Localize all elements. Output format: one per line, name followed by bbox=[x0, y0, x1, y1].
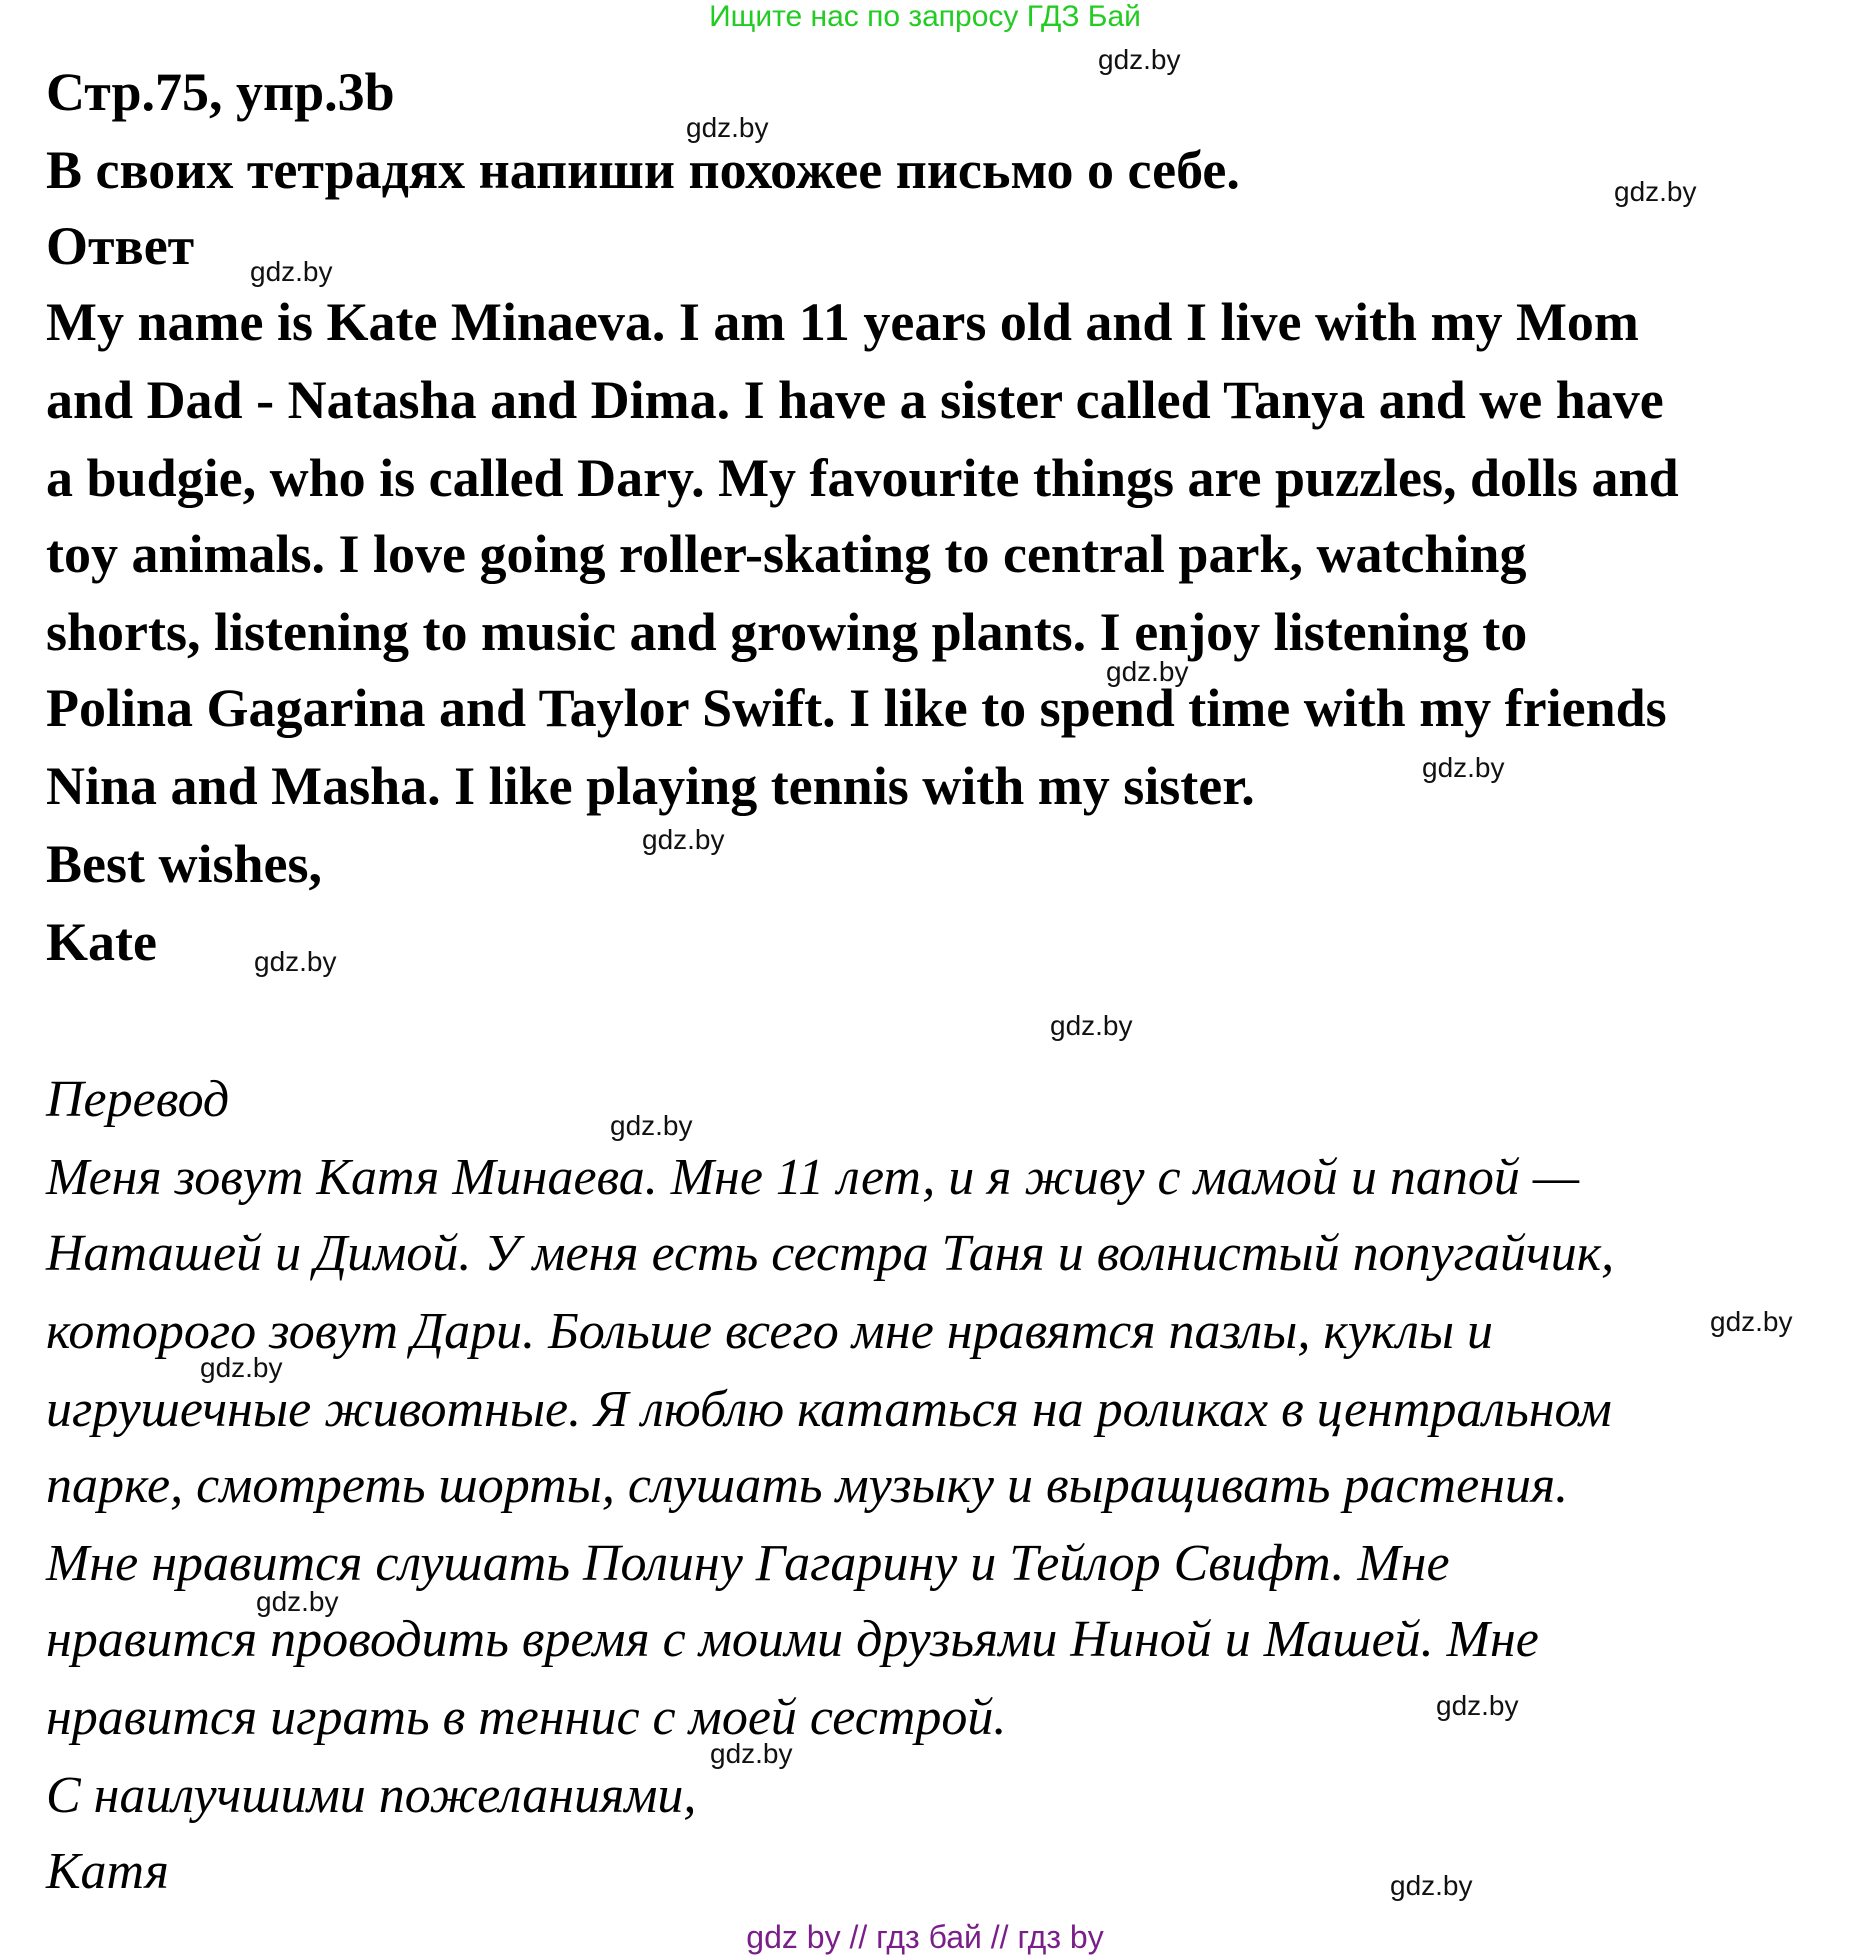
answer-label: Ответ bbox=[46, 216, 195, 276]
translation-signature: Катя bbox=[46, 1843, 169, 1900]
translation-line: нравится играть в теннис с моей сестрой. bbox=[46, 1689, 1007, 1746]
search-hint-banner: Ищите нас по запросу ГДЗ Бай bbox=[709, 0, 1141, 33]
page-heading: Стр.75, упр.3b bbox=[46, 62, 395, 122]
watermark: gdz.by bbox=[686, 112, 769, 143]
answer-line: a budgie, who is called Dary. My favourite things are puzzles, dolls and bbox=[46, 448, 1679, 508]
watermark: gdz.by bbox=[256, 1586, 339, 1617]
translation-line: нравится проводить время с моими друзьями Ниной и Машей. Мне bbox=[46, 1611, 1539, 1668]
translation-label: Перевод bbox=[46, 1071, 230, 1128]
answer-closing: Best wishes, bbox=[46, 834, 323, 894]
watermark: gdz.by bbox=[1436, 1690, 1519, 1721]
watermark: gdz.by bbox=[610, 1110, 693, 1141]
watermark: gdz.by bbox=[1106, 656, 1189, 687]
translation-line: которого зовут Дари. Больше всего мне нравятся пазлы, куклы и bbox=[46, 1303, 1494, 1360]
watermark: gdz.by bbox=[1422, 752, 1505, 783]
watermark: gdz.by bbox=[1390, 1870, 1473, 1901]
translation-line: парке, смотреть шорты, слушать музыку и выращивать растения. bbox=[46, 1457, 1569, 1514]
answer-line: Polina Gagarina and Taylor Swift. I like to spend time with my friends bbox=[46, 678, 1667, 738]
watermark: gdz.by bbox=[1098, 44, 1181, 75]
watermark: gdz.by bbox=[1050, 1010, 1133, 1041]
translation-line: Мне нравится слушать Полину Гагарину и Тейлор Свифт. Мне bbox=[46, 1535, 1450, 1592]
task-text: В своих тетрадях напиши похожее письмо о себе. bbox=[46, 140, 1240, 200]
answer-line: Nina and Masha. I like playing tennis with my sister. bbox=[46, 756, 1255, 816]
watermark: gdz.by bbox=[254, 946, 337, 977]
translation-line: Меня зовут Катя Минаева. Мне 11 лет, и я живу с мамой и папой — bbox=[46, 1149, 1580, 1206]
answer-line: shorts, listening to music and growing plants. I enjoy listening to bbox=[46, 602, 1528, 662]
watermark: gdz.by bbox=[1710, 1306, 1793, 1337]
answer-signature: Kate bbox=[46, 912, 157, 972]
answer-line: toy animals. I love going roller-skating to central park, watching bbox=[46, 524, 1527, 584]
watermark: gdz.by bbox=[250, 256, 333, 287]
translation-line: игрушечные животные. Я люблю кататься на роликах в центральном bbox=[46, 1381, 1612, 1438]
watermark: gdz.by bbox=[642, 824, 725, 855]
translation-closing: С наилучшими пожеланиями, bbox=[46, 1767, 697, 1824]
translation-line: Наташей и Димой. У меня есть сестра Таня и волнистый попугайчик, bbox=[46, 1225, 1615, 1282]
watermark: gdz.by bbox=[1614, 176, 1697, 207]
answer-line: and Dad - Natasha and Dima. I have a sister called Tanya and we have bbox=[46, 370, 1664, 430]
answer-line: My name is Kate Minaeva. I am 11 years old and I live with my Mom bbox=[46, 292, 1639, 352]
footer-links[interactable]: gdz by // гдз бай // гдз by bbox=[746, 1919, 1104, 1955]
watermark: gdz.by bbox=[200, 1352, 283, 1383]
watermark: gdz.by bbox=[710, 1738, 793, 1769]
